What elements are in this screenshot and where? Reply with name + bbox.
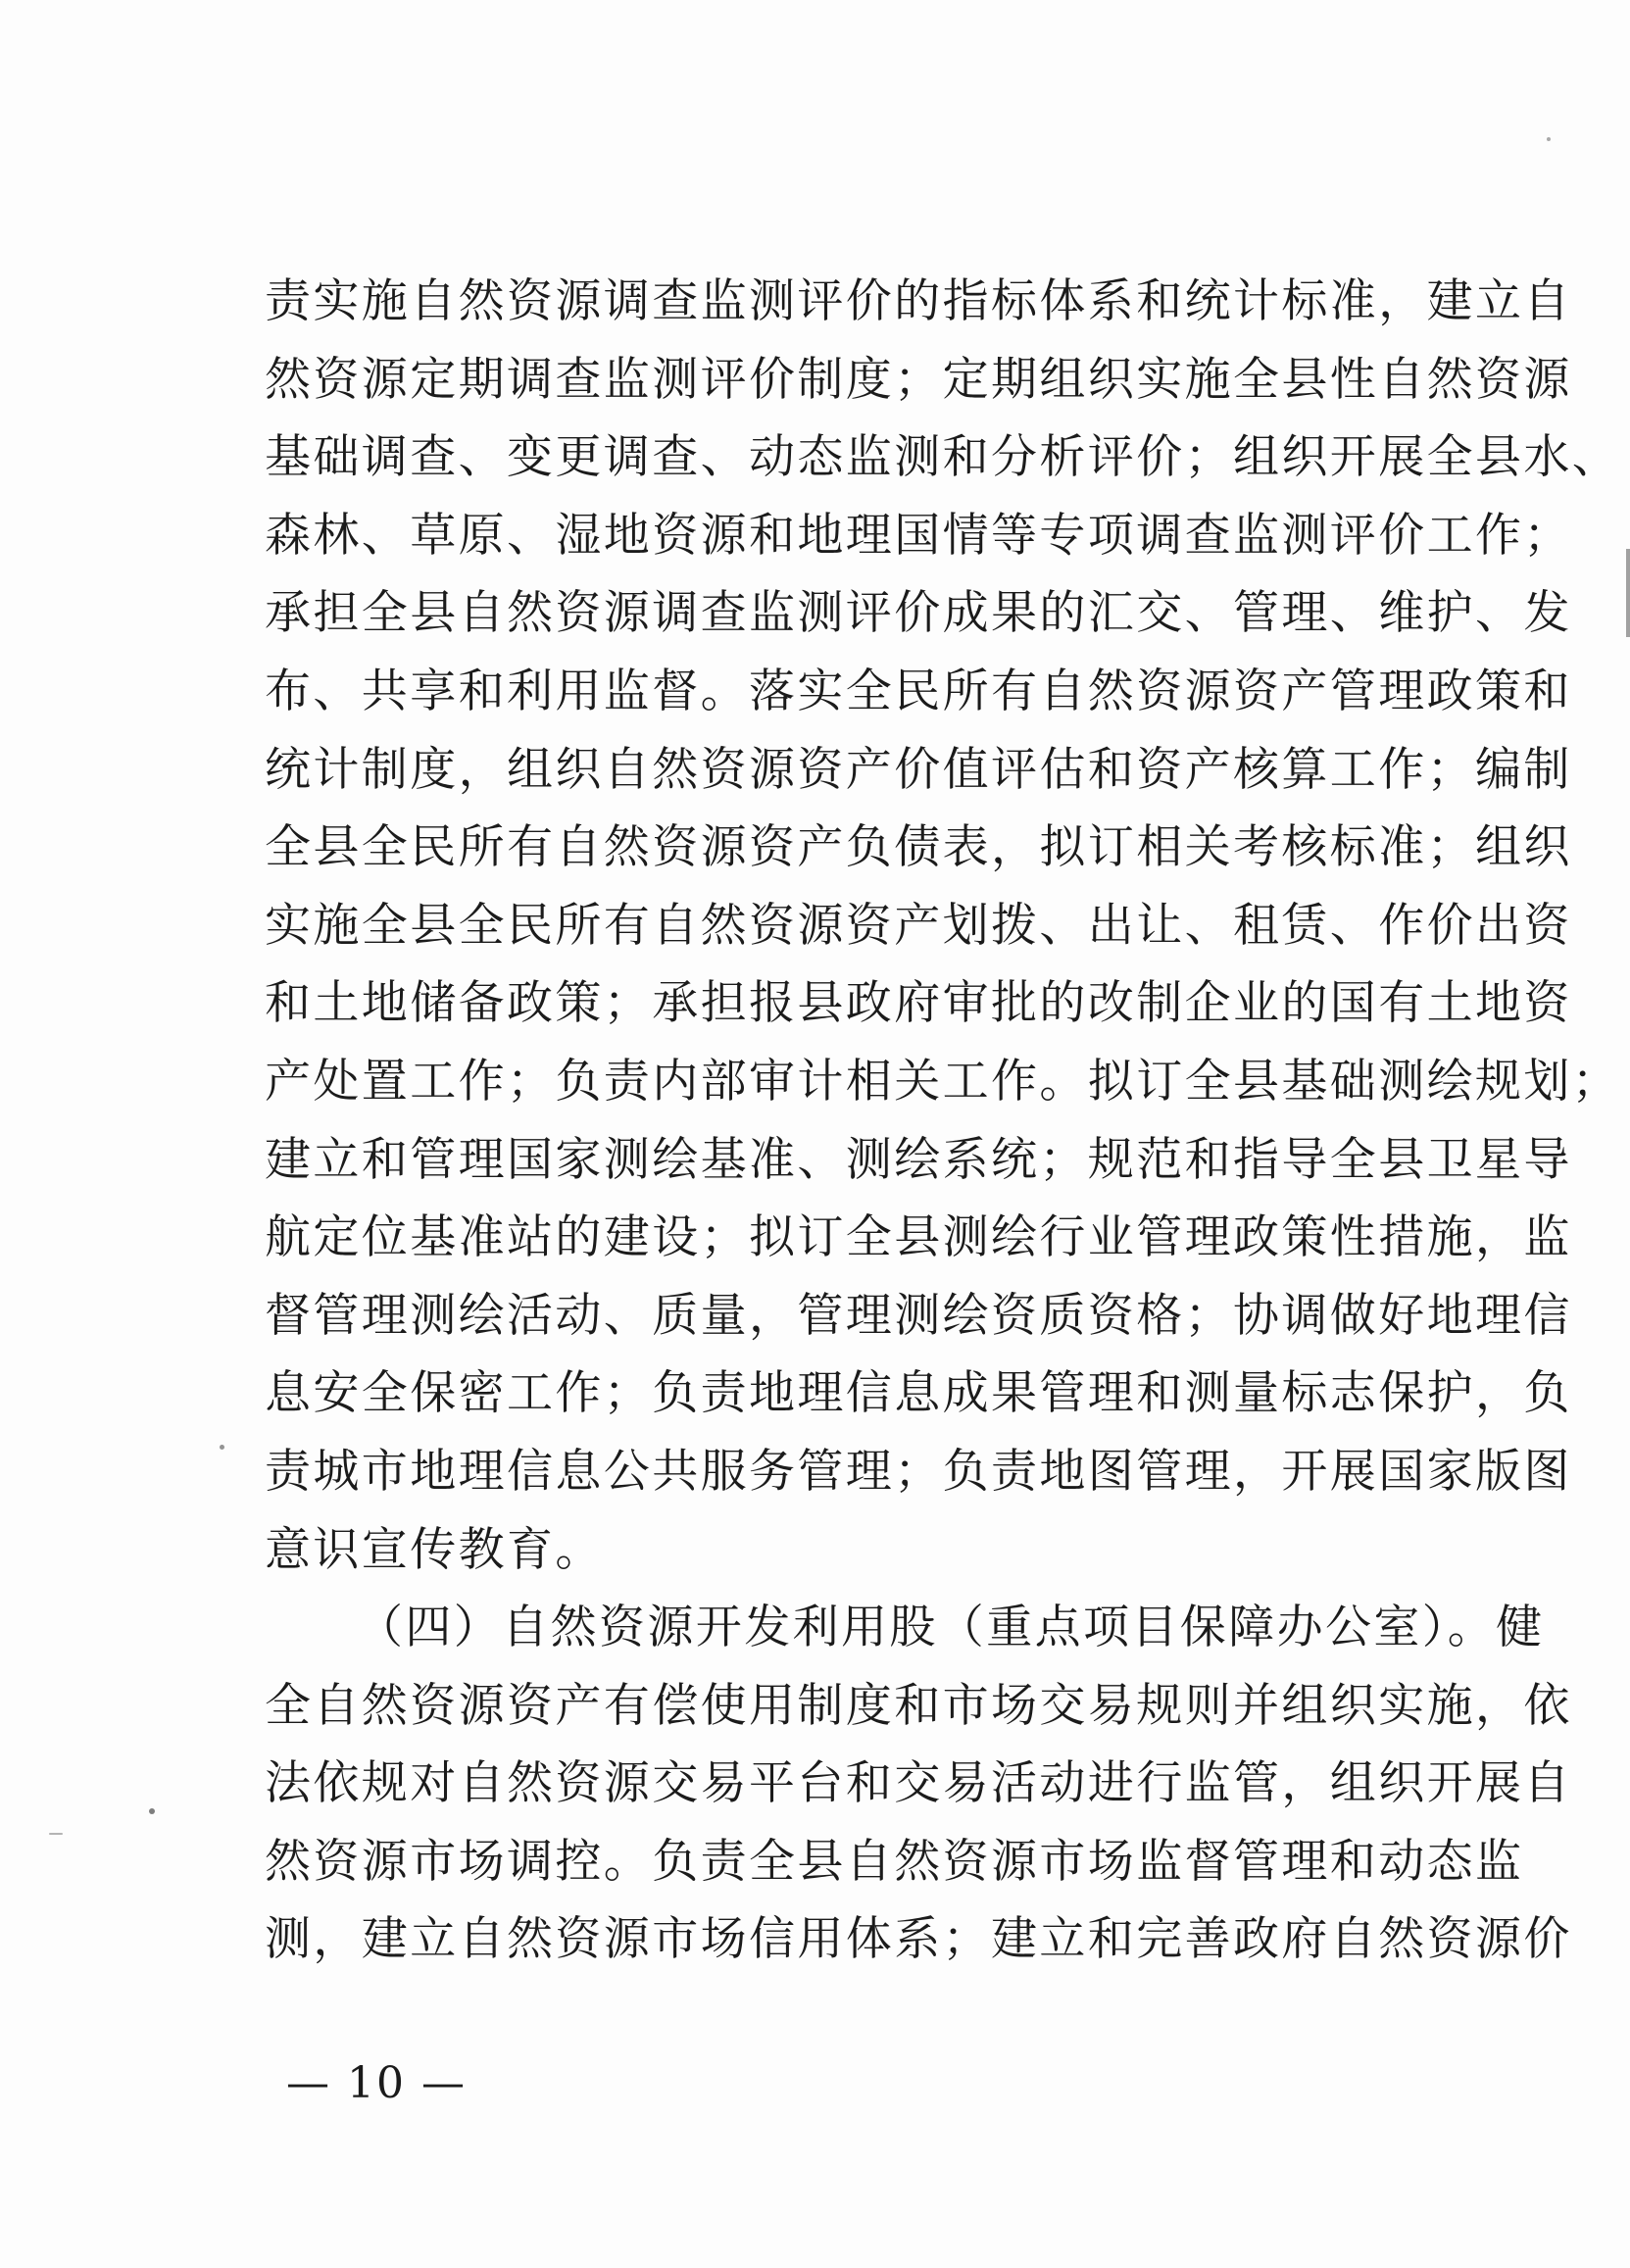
scan-edge-mark xyxy=(1626,549,1630,637)
scan-speck xyxy=(149,1808,155,1814)
text-line: 和土地储备政策；承担报县政府审批的改制企业的国有土地资 xyxy=(265,976,1572,1031)
page-number: — 10 — xyxy=(286,2058,467,2108)
text-line: 然资源市场调控。负责全县自然资源市场监督管理和动态监 xyxy=(265,1834,1524,1889)
text-line: 息安全保密工作；负责地理信息成果管理和测量标志保护，负 xyxy=(265,1366,1572,1421)
text-line: 基础调查、变更调查、动态监测和分析评价；组织开展全县水、 xyxy=(265,430,1621,485)
text-line: 全县全民所有自然资源资产负债表，拟订相关考核标准；组织 xyxy=(265,820,1572,875)
text-line: 测，建立自然资源市场信用体系；建立和完善政府自然资源价 xyxy=(265,1912,1572,1967)
text-line: 全自然资源资产有偿使用制度和市场交易规则并组织实施，依 xyxy=(265,1678,1572,1733)
section-heading-line: （四）自然资源开发利用股（重点项目保障办公室）。健 xyxy=(357,1601,1545,1655)
text-line: 意识宣传教育。 xyxy=(265,1522,604,1577)
scan-speck xyxy=(1547,137,1551,141)
text-line: 法依规对自然资源交易平台和交易活动进行监管，组织开展自 xyxy=(265,1756,1572,1811)
scan-speck xyxy=(220,1445,224,1450)
text-line: 建立和管理国家测绘基准、测绘系统；规范和指导全县卫星导 xyxy=(265,1132,1572,1187)
text-line: 承担全县自然资源调查监测评价成果的汇交、管理、维护、发 xyxy=(265,586,1572,641)
text-line: 布、共享和利用监督。落实全民所有自然资源资产管理政策和 xyxy=(265,664,1572,718)
text-line: 责实施自然资源调查监测评价的指标体系和统计标准，建立自 xyxy=(265,274,1572,328)
text-line: 航定位基准站的建设；拟订全县测绘行业管理政策性措施，监 xyxy=(265,1210,1572,1265)
body-text xyxy=(265,263,1621,1979)
text-line: 统计制度，组织自然资源资产价值评估和资产核算工作；编制 xyxy=(265,742,1572,797)
text-line: 森林、草原、湿地资源和地理国情等专项调查监测评价工作； xyxy=(265,508,1572,563)
text-line: 实施全县全民所有自然资源资产划拨、出让、租赁、作价出资 xyxy=(265,898,1572,953)
text-line: 产处置工作；负责内部审计相关工作。拟订全县基础测绘规划； xyxy=(265,1054,1621,1109)
text-line: 然资源定期调查监测评价制度；定期组织实施全县性自然资源 xyxy=(265,352,1572,407)
scan-speck xyxy=(49,1833,63,1835)
text-line: 督管理测绘活动、质量，管理测绘资质资格；协调做好地理信 xyxy=(265,1288,1572,1343)
text-line: 责城市地理信息公共服务管理；负责地图管理，开展国家版图 xyxy=(265,1444,1572,1499)
